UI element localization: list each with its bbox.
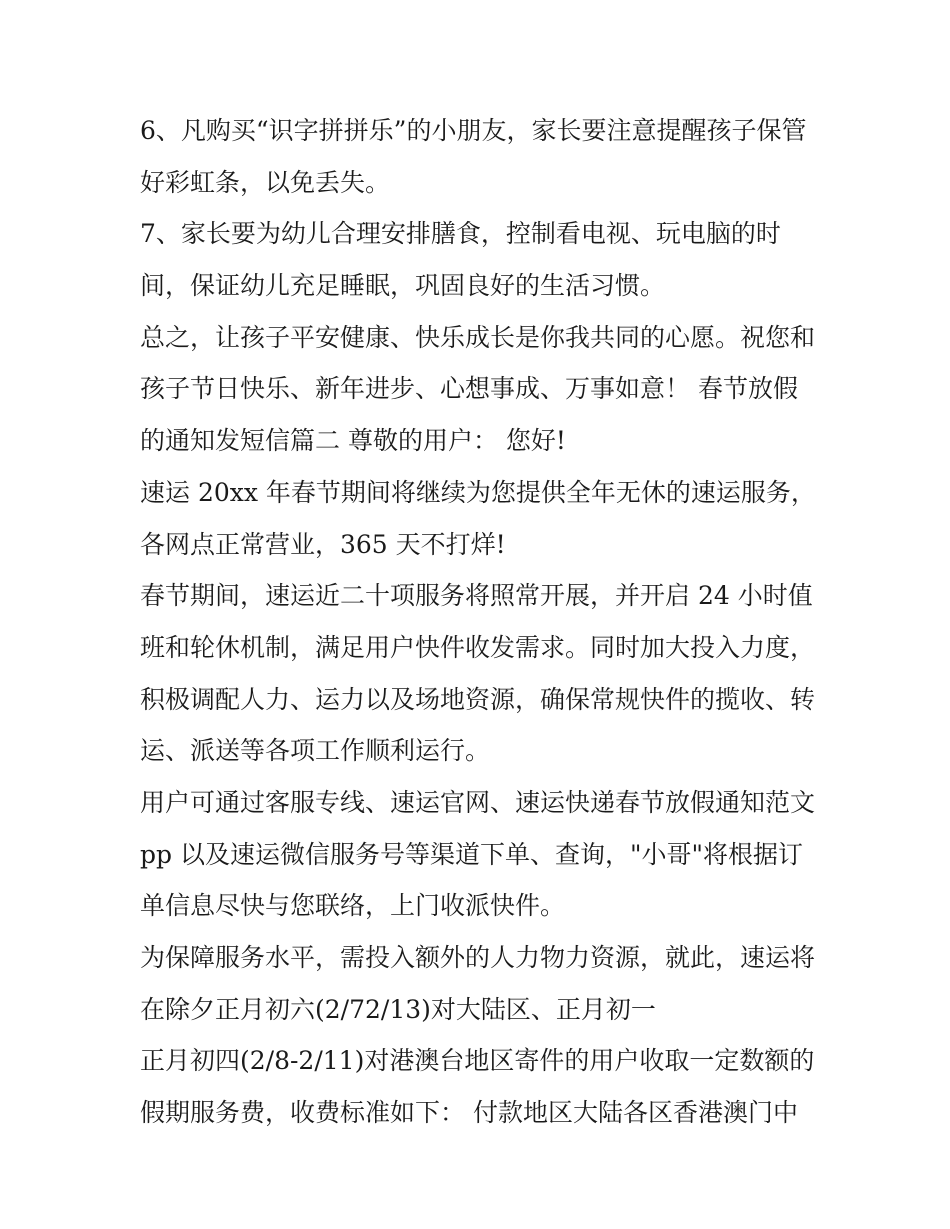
text-line-10: 春节期间，速运近二十项服务将照常开展，并开启 24 小时值 <box>140 581 813 611</box>
text-line-19: 正月初四(2/8-2/11)对港澳台地区寄件的用户收取一定数额的 <box>140 1046 815 1076</box>
text-line-1: 6、凡购买“识字拼拼乐”的小朋友，家长要注意提醒孩子保管 <box>140 116 807 145</box>
text-line-4: 间，保证幼儿充足睡眠，巩固良好的生活习惯。 <box>140 271 666 301</box>
text-line-20: 假期服务费，收费标准如下： 付款地区大陆各区香港澳门中 <box>140 1098 798 1128</box>
text-line-18: 在除夕正月初六(2/72/13)对大陆区、正月初一 <box>140 994 656 1024</box>
text-line-17: 为保障服务水平，需投入额外的人力物力资源，就此，速运将 <box>140 943 816 972</box>
text-line-6: 孩子节日快乐、新年进步、心想事成、万事如意！ 春节放假 <box>140 374 798 404</box>
text-line-9: 各网点正常营业，365 天不打烊! <box>140 529 506 559</box>
text-line-15: pp 以及速运微信服务号等渠道下单、查询，"小哥"将根据订 <box>140 839 803 869</box>
body-text <box>140 105 840 1139</box>
text-line-2: 好彩虹条，以免丢失。 <box>140 167 391 197</box>
text-line-11: 班和轮休机制，满足用户快件收发需求。同时加大投入力度， <box>140 632 816 662</box>
text-line-14: 用户可通过客服专线、速运官网、速运快递春节放假通知范文 <box>140 787 816 817</box>
text-line-7: 的通知发短信篇二 尊敬的用户： 您好! <box>140 426 566 456</box>
text-line-8: 速运 20xx 年春节期间将继续为您提供全年无休的速运服务， <box>140 477 816 507</box>
text-line-13: 运、派送等各项工作顺利运行。 <box>140 736 491 766</box>
text-line-12: 积极调配人力、运力以及场地资源，确保常规快件的揽收、转 <box>140 684 816 714</box>
text-line-5: 总之，让孩子平安健康、快乐成长是你我共同的心愿。祝您和 <box>140 322 816 352</box>
text-line-16: 单信息尽快与您联络，上门收派快件。 <box>140 891 566 921</box>
text-line-3: 7、家长要为幼儿合理安排膳食，控制看电视、玩电脑的时 <box>140 219 781 249</box>
